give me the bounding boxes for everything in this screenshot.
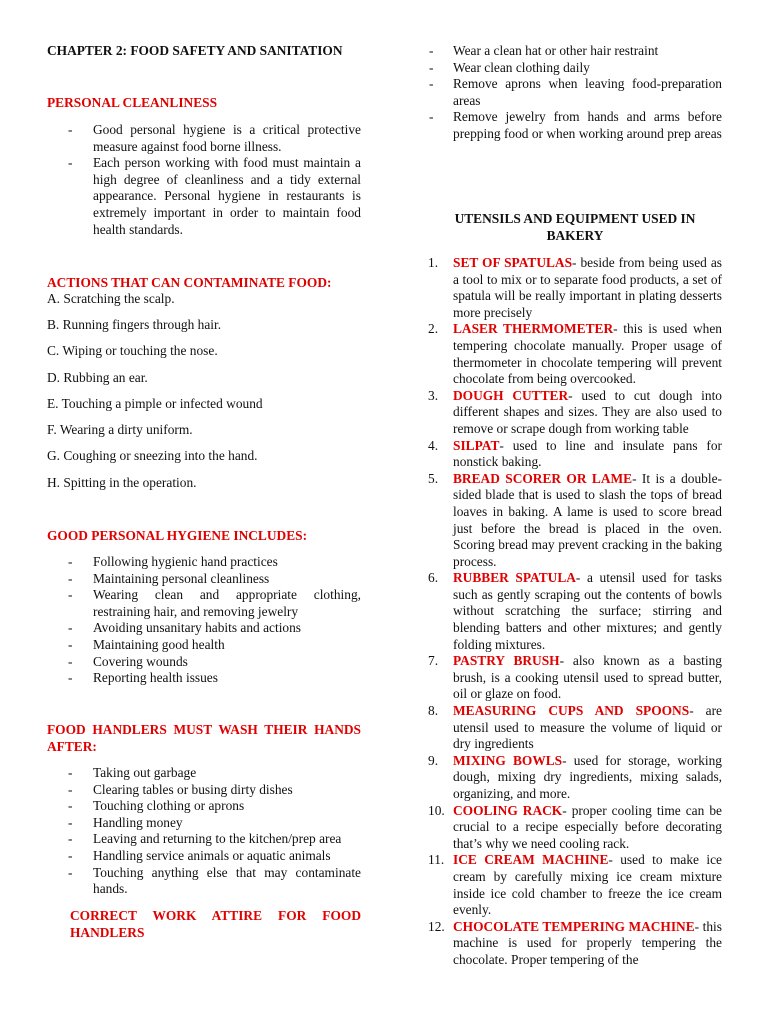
utensil-term: RUBBER SPATULA xyxy=(453,570,576,586)
utensil-item xyxy=(428,852,722,918)
list-item: - Handling money xyxy=(47,815,361,832)
contaminate-item: G. Coughing or sneezing into the hand. xyxy=(47,448,258,463)
utensil-term: LASER THERMOMETER xyxy=(453,321,614,337)
utensil-desc: - this machine is used for properly tempering the chocolate. Proper tempering of the xyxy=(453,918,722,967)
utensil-desc: - used for storage, working dough, mixing dry ingredients, mixing salads, organizing, and more. xyxy=(453,752,722,801)
item-number: 8. xyxy=(428,703,439,719)
hygiene-list xyxy=(47,554,361,687)
contaminate-item: F. Wearing a dirty uniform. xyxy=(47,422,193,437)
utensil-item xyxy=(428,388,722,438)
list-item: - Reporting health issues xyxy=(47,670,361,687)
left-column xyxy=(47,0,361,1024)
list-item: - Touching anything else that may contaminate hands. xyxy=(47,865,361,898)
attire-heading: CORRECT WORK ATTIRE FOR FOOD HANDLERS xyxy=(70,908,361,940)
utensil-desc: - beside from being used as a tool to mix or to separate food products, a set of spatula will be really important in plating desserts more precisely xyxy=(453,255,722,320)
utensil-term: COOLING RACK xyxy=(453,802,563,818)
item-number: 4. xyxy=(428,437,439,453)
utensil-term: MEASURING CUPS AND SPOONS xyxy=(453,703,690,719)
list-item: - Handling service animals or aquatic animals xyxy=(47,848,361,865)
utensil-term: MIXING BOWLS xyxy=(453,752,563,768)
utensil-desc: - a utensil used for tasks such as gently scraping out the contents of bowls without scratching the surface; stirring and blending batters and other mixtures; and gently folding mixtures. xyxy=(453,570,722,652)
list-item: - Wear a clean hat or other hair restraint xyxy=(428,43,722,60)
utensil-term: ICE CREAM MACHINE xyxy=(453,852,609,868)
list-item: - Following hygienic hand practices xyxy=(47,554,361,571)
utensil-desc: - are utensil used to measure the volume of liquid or dry ingredients xyxy=(453,703,723,752)
list-item: - Wear clean clothing daily xyxy=(428,60,722,77)
personal-cleanliness-list xyxy=(47,122,361,238)
right-column xyxy=(428,0,722,1024)
chapter-title: CHAPTER 2: FOOD SAFETY AND SANITATION xyxy=(47,43,343,58)
utensil-item xyxy=(428,321,722,387)
utensil-item xyxy=(428,703,722,753)
personal-cleanliness-heading: PERSONAL CLEANLINESS xyxy=(47,95,218,110)
utensil-term: SILPAT xyxy=(453,437,500,453)
utensil-desc: - also known as a basting brush, is a cooking utensil used to spread butter, oil or glaze on food. xyxy=(453,653,722,702)
utensil-term: PASTRY BRUSH xyxy=(453,653,560,669)
item-number: 6. xyxy=(428,570,439,586)
attire-list xyxy=(428,43,722,143)
utensil-desc: - It is a double-sided blade that is used to slash the tops of bread loaves in baking. A lame is used to score bread just before the bread is placed in the oven. Scoring bread may prevent cracking in the baking process. xyxy=(453,470,723,569)
item-number: 2. xyxy=(428,321,439,337)
utensil-desc: - used to line and insulate pans for nonstick baking. xyxy=(453,437,722,470)
list-item: - Clearing tables or busing dirty dishes xyxy=(47,782,361,799)
utensil-desc: - proper cooling time can be crucial to a recipe especially before decorating that’s why we need cooling rack. xyxy=(453,802,722,851)
wash-heading: FOOD HANDLERS MUST WASH THEIR HANDS AFTER: xyxy=(47,722,361,754)
utensil-item xyxy=(428,570,722,653)
contaminate-item: E. Touching a pimple or infected wound xyxy=(47,396,263,411)
utensil-desc: - used to cut dough into different shapes and sizes. They are also used to remove or scrape dough from working table xyxy=(453,387,722,436)
hygiene-heading: GOOD PERSONAL HYGIENE INCLUDES: xyxy=(47,528,308,543)
contaminate-heading: ACTIONS THAT CAN CONTAMINATE FOOD: xyxy=(47,275,332,290)
list-item: - Each person working with food must maintain a high degree of cleanliness and a tidy external appearance. Personal hygiene in restaurants is extremely important in order to maintain food health standards. xyxy=(47,155,361,238)
contaminate-item: B. Running fingers through hair. xyxy=(47,317,222,332)
list-item: - Wearing clean and appropriate clothing, restraining hair, and removing jewelry xyxy=(47,587,361,620)
item-number: 7. xyxy=(428,653,439,669)
utensil-item xyxy=(428,471,722,571)
utensil-term: DOUGH CUTTER xyxy=(453,387,569,403)
utensil-item xyxy=(428,438,722,471)
utensil-item xyxy=(428,753,722,803)
list-item: - Maintaining good health xyxy=(47,637,361,654)
list-item: - Leaving and returning to the kitchen/prep area xyxy=(47,831,361,848)
wash-list xyxy=(47,765,361,898)
list-item: - Touching clothing or aprons xyxy=(47,798,361,815)
item-number: 12. xyxy=(428,918,445,934)
item-number: 3. xyxy=(428,387,439,403)
contaminate-item: C. Wiping or touching the nose. xyxy=(47,343,218,358)
utensil-desc: - used to make ice cream by carefully mixing ice cream mixture inside ice cold chamber to freeze the ice cream evenly. xyxy=(453,852,722,918)
utensil-desc: - this is used when tempering chocolate manually. Proper usage of thermometer in chocolate tempering will prevent chocolate from being overcooked. xyxy=(453,321,722,387)
utensil-item xyxy=(428,255,722,321)
contaminate-item: A. Scratching the scalp. xyxy=(47,291,175,306)
list-item: - Remove aprons when leaving food-preparation areas xyxy=(428,76,722,109)
contaminate-item: D. Rubbing an ear. xyxy=(47,370,148,385)
utensil-item xyxy=(428,653,722,703)
list-item: - Avoiding unsanitary habits and actions xyxy=(47,620,361,637)
utensil-item xyxy=(428,919,722,969)
list-item: - Maintaining personal cleanliness xyxy=(47,571,361,588)
utensils-list xyxy=(428,255,722,969)
utensil-term: BREAD SCORER OR LAME xyxy=(453,470,633,486)
list-item: - Good personal hygiene is a critical protective measure against food borne illness. xyxy=(47,122,361,155)
list-item: - Taking out garbage xyxy=(47,765,361,782)
item-number: 10. xyxy=(428,802,445,818)
item-number: 11. xyxy=(428,852,445,868)
list-item: - Covering wounds xyxy=(47,654,361,671)
item-number: 5. xyxy=(428,470,439,486)
contaminate-item: H. Spitting in the operation. xyxy=(47,475,197,490)
utensils-heading: UTENSILS AND EQUIPMENT USED IN BAKERY xyxy=(454,211,696,243)
utensil-item xyxy=(428,803,722,853)
utensil-term: SET OF SPATULAS xyxy=(453,255,573,270)
item-number: 1. xyxy=(428,255,439,270)
list-item: - Remove jewelry from hands and arms before prepping food or when working around prep areas xyxy=(428,109,722,142)
utensil-term: CHOCOLATE TEMPERING MACHINE xyxy=(453,918,695,934)
item-number: 9. xyxy=(428,752,439,768)
